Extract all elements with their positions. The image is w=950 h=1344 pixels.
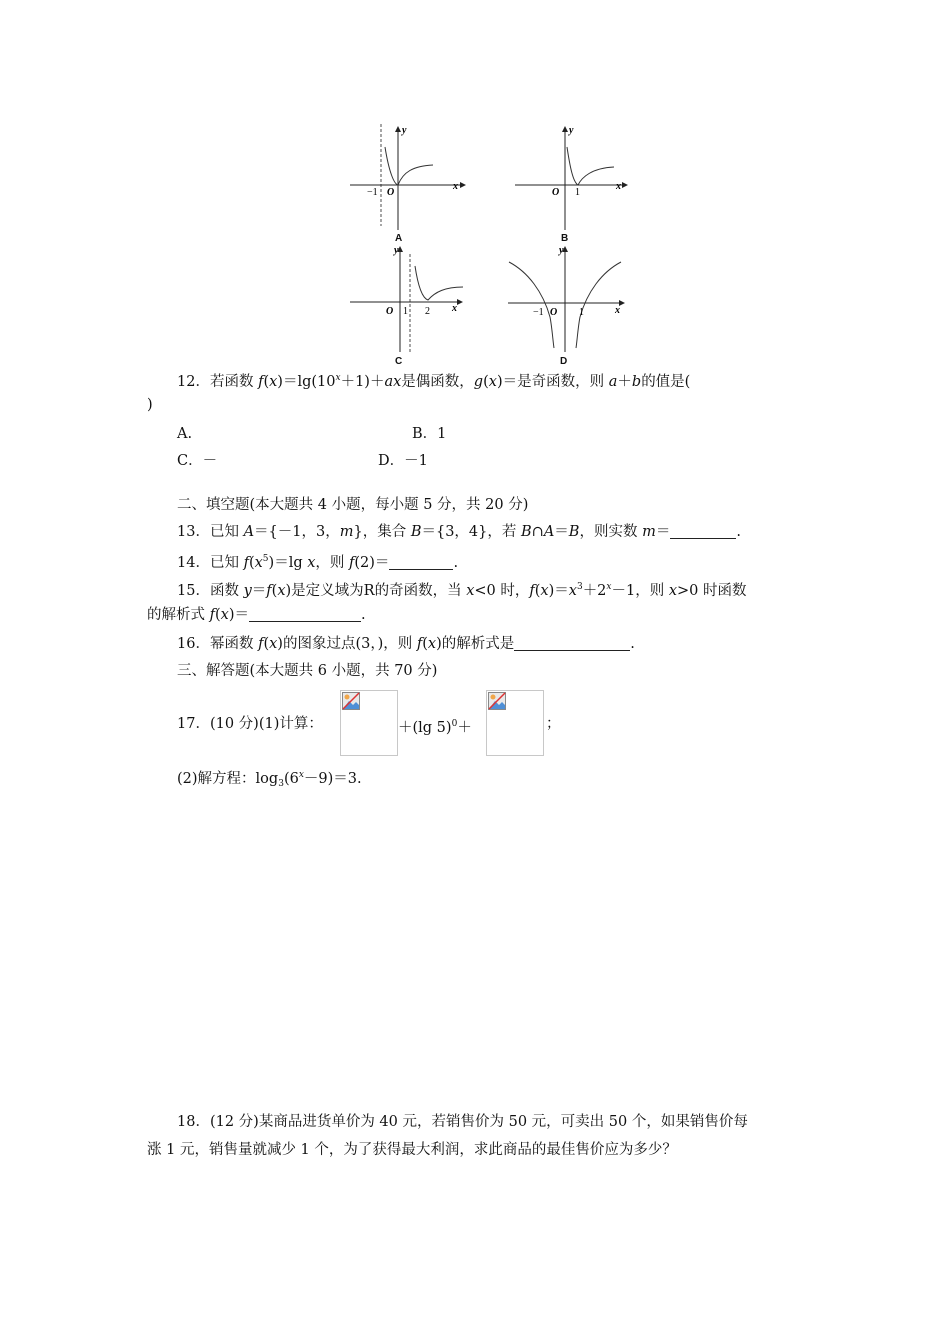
q13-text: }，集合 [353,524,411,540]
graph-a-tick: −1 [367,187,378,198]
q16-text: )的图象过点(3，)，则 [277,636,417,652]
graph-d-caption: D [560,356,568,367]
q15-text: <0 时， [474,583,530,599]
graph-a-caption: A [395,233,403,244]
question-18-line-1: 18．(12 分)某商品进货单价为 40 元，若销售价为 50 元，可卖出 50 个，如果销售价每 [177,1114,748,1130]
question-12-line-2: ) [147,397,153,413]
q15-var: f [266,583,272,599]
q12-text: 是偶函数， [401,374,474,390]
q15-text: . [361,607,366,623]
q17-exponent: 0 [451,719,458,729]
broken-image-1 [340,690,398,756]
q15-var: x [466,583,475,599]
q14-var: f [349,555,355,571]
graph-b-origin: O [552,187,560,198]
question-17-part-1-end: ； [546,716,561,732]
q15-var: f [209,607,215,623]
q14-var: x [307,555,316,571]
q16-text: 16．幂函数 [177,636,259,652]
q12-text: ＋1)＋ [340,374,385,390]
q15-var: x [668,583,678,599]
graph-d-origin: O [550,307,558,318]
q15-var: y [243,583,252,599]
q17-text: ＋ [457,720,472,736]
question-16 [177,634,635,654]
q15-text: ( [271,583,278,599]
q15-text: ( [534,583,541,599]
graph-c [345,242,470,354]
q14-exponent: 5 [262,554,269,564]
q17-text: －9)＝3. [303,771,362,787]
q13-var: m [642,524,656,540]
q14-var: x [254,555,263,571]
q17-text: (6 [283,771,299,787]
q15-var: x [277,583,286,599]
q13-var: A [243,524,255,540]
q13-text: 13．已知 [177,524,244,540]
section-2-heading: 二、填空题(本大题共 4 小题，每小题 5 分，共 20 分) [177,497,529,513]
option-b: B．1 [412,426,447,442]
q12-var: f [258,374,264,390]
graph-c-tick-1: 1 [403,306,408,317]
q14-text: . [453,555,459,571]
q15-text: )＝ [228,607,250,623]
q16-text: . [630,636,635,652]
q15-exponent: x [606,582,612,592]
option-c: C．－ [177,453,218,469]
option-d: D．－1 [378,453,428,469]
graph-b-x-label: x [616,181,621,192]
graph-a-origin: O [387,187,395,198]
graph-c-x-label: x [452,303,457,314]
graph-b-y-label: y [569,125,574,136]
graph-b-caption: B [561,233,569,244]
q16-var: f [416,636,423,652]
q13-text: ∩ [531,524,544,540]
broken-image-icon [488,692,506,710]
question-15-line-1 [177,577,747,601]
q14-text: ，则 [315,555,350,571]
q12-text: ＋ [617,374,632,390]
q16-text: ( [263,636,270,652]
q17-subscript: 3 [278,779,284,789]
q13-text: ＝ [655,524,671,540]
q15-var: x [568,583,577,599]
question-18-line-2: 涨 1 元，销售量就减少 1 个，为了获得最大利润，求此商品的最佳售价应为多少？ [147,1142,677,1158]
answer-blank[interactable] [389,555,453,570]
q14-var: f [243,555,249,571]
q13-var: B [568,524,580,540]
graph-a [345,122,470,232]
q16-text: )的解析式是 [436,636,515,652]
graph-a-y-label: y [402,125,407,136]
graph-c-caption: C [395,356,403,367]
q12-text: 12．若函数 [177,374,259,390]
q17-text: ＋(lg 5) [398,720,452,736]
q12-exponent: x [335,373,341,383]
q15-var: x [540,583,549,599]
q15-text: ( [214,607,221,623]
q12-text: 的值是( [641,374,691,390]
q16-var: x [269,636,278,652]
q15-text: 的解析式 [147,607,210,623]
graph-c-y-label: y [394,245,399,256]
q13-text: . [736,524,741,540]
graph-a-x-label: x [453,181,458,192]
q15-text: ＝ [251,583,267,599]
q15-exponent: 3 [576,582,583,592]
graph-d-tick-2: 1 [579,307,584,318]
question-14 [177,549,458,573]
graph-d [503,242,631,354]
q15-text: ＋2 [582,583,607,599]
graph-b [510,122,635,232]
q13-var: B [410,524,422,540]
q15-var: f [529,583,535,599]
q12-var: ax [384,374,402,390]
q13-text: ＝{－1，3， [254,524,340,540]
broken-image-icon [342,692,360,710]
q14-text: (2)＝ [354,555,390,571]
question-17-part-1-label: 17．(10 分)(1)计算： [177,716,323,732]
graph-b-tick: 1 [575,187,580,198]
q13-text: ，则实数 [579,524,643,540]
q13-text: ＝ [554,524,569,540]
q17-text: (2)解方程：log [177,771,279,787]
section-3-heading: 三、解答题(本大题共 6 小题，共 70 分) [177,663,438,679]
question-17-part-1-middle [398,714,472,738]
question-12-line-1: 12．若函数 $f(x)=\lg(10^x+1)+ax$是偶函数，g(x)＝是奇函数，则 a＋b的值是( [177,373,691,390]
q15-text: )是定义域为R的奇函数，当 [285,583,467,599]
q12-text: ＝lg(10 [282,374,336,390]
q12-var: x [488,374,497,390]
q12-text: ＝是奇函数，则 [502,374,609,390]
q15-text: >0 时函数 [677,583,747,599]
question-15-line-2 [147,605,366,625]
q13-var: A [543,524,555,540]
broken-image-2 [486,690,544,756]
q13-text: ＝{3，4}，若 [421,524,521,540]
q15-text: －1，则 [611,583,669,599]
q15-text: )＝ [548,583,569,599]
q13-var: m [339,524,354,540]
option-a: A. [177,426,193,442]
q14-text: ( [248,555,255,571]
answer-blank[interactable] [670,524,736,539]
q12-var: a [608,374,618,390]
answer-blank[interactable] [249,607,361,622]
q16-var: f [258,636,264,652]
graph-d-y-label: y [559,245,564,256]
question-17-part-2 [177,765,362,794]
q17-exponent: x [298,770,304,780]
q16-var: x [427,636,437,652]
q14-text: 14．已知 [177,555,244,571]
graph-d-x-label: x [615,305,620,316]
graph-c-tick-2: 2 [425,306,430,317]
q12-var: x [269,374,278,390]
answer-blank[interactable] [514,636,630,651]
q15-var: x [220,607,229,623]
graph-c-origin: O [386,306,394,317]
q16-text: ( [422,636,428,652]
q14-text: )＝lg [268,555,308,571]
q13-var: B [521,524,532,540]
question-13 [177,522,741,542]
graph-d-tick-1: −1 [533,307,544,318]
q12-var: b [631,374,642,390]
q12-var: g [473,374,484,390]
q15-text: 15．函数 [177,583,244,599]
